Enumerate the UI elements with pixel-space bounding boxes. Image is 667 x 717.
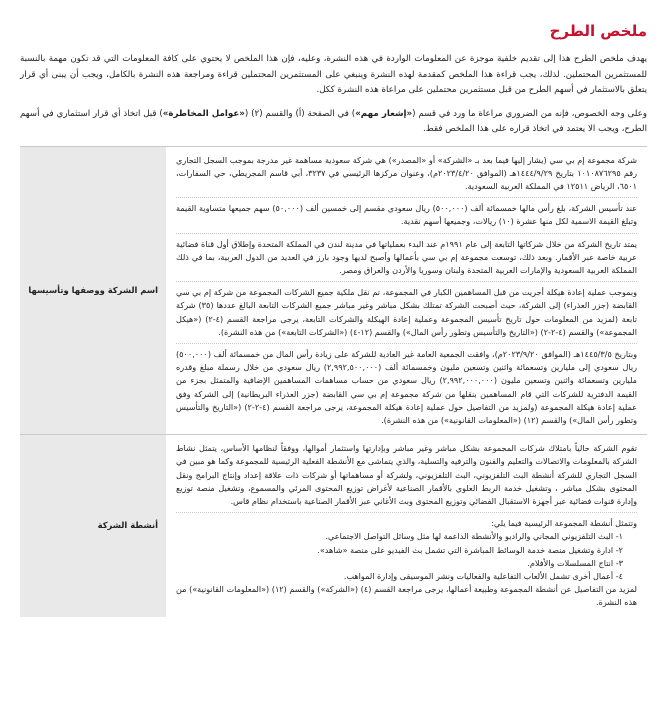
activities-lead: تقوم الشركة حالياً بامتلاك شركات المجموعة بشكل مباشر وغير مباشر وبإدارتها واستثمار أموالها، ووفقاً لنظامها الأساس، يتمثل نشاط الشركة بالمعلومات والاتصالات والتعليم والفنون والترفيه والتسلية، والذي يتماشى مع الأنشطة الفعلية الرئيسية للمجموعة وكما هو مبين في السجل التجاري للشركة أنشطة البث التلفزيوني، البث التلفزيوني، ولشركة أو مساهماتها أو شركات ذات علاقة إعداد وإنتاج البرامج ونقل المحتوى بشكل مباشر ، وتشغيل خدمة الربط العلوي بالأقمار الصناعية لأغراض توزيع المحتوى المرئي والمسموع، وتشغيل منصة توزيع وإدارة قنوات فضائية عبر أجهزة الاستقبال الفضائي وتوزيع المحتوى وبث الأغاني عبر الأقمار الصناعية باستخدام نظام قاس.	[176, 438, 637, 513]
activities-closing: لمزيد من التفاصيل عن أنشطة المجموعة وطبيعة أعمالها، يرجى مراجعة القسم (٤) («الشركة») والقسم (١٢) («المعلومات القانونية») من هذه النشرة.	[176, 584, 637, 608]
list-item: ١- البث التلفزيوني المجاني والراديو والأنشطة الداعمة لها مثل وسائل التواصل الاجتماعي.	[325, 531, 623, 542]
activities-intro: وتتمثل أنشطة المجموعة الرئيسية فيما يلي:	[491, 518, 637, 529]
risk-factors-ref: «عوامل المخاطرة»	[162, 108, 245, 119]
list-item: ٢- ادارة وتشغيل منصة خدمة الوسائط المباشرة التي تشمل بث الفيديو على منصة «شاهد».	[317, 544, 623, 555]
row-label-company: اسم الشركة ووصفها وتأسيسها	[20, 146, 166, 435]
company-paragraph: وبموجب عملية إعادة هيكلة أجريت من قبل المساهمين الكبار في المجموعة، تم نقل ملكية جميع الشركات المجموعة من شركة إم بي سي القابضة (جزر العذراء) إلى الشركة، حيث أصبحت الشركة تمتلك بشكل مباشر وغير مباشر جميع الشركات التابعة البالغ عددها (٣٥) شركة تابعة (لمزيد من المعلومات حول تاريخ تأسيس المجموعة وعملية إعادة الهيكلة والشركات التابعة، يرجى مراجعة القسم (٤-٢) («هيكل المجموعة») والقسم (٤-٢-٢) («التاريخ والتأسيس وتطور رأس المال») والقسم (١٢-٤) («الشركات التابعة») من هذه النشرة).	[176, 282, 637, 344]
intro-text: وعلى وجه الخصوص، فإنه من الضروري مراعاة ما ورد في قسم (	[412, 108, 648, 119]
summary-table	[20, 146, 647, 617]
intro-text: ) في الصفحة (أ) والقسم (٢) (	[244, 108, 356, 119]
company-paragraph: عند تأسيس الشركة، بلغ رأس مالها خمسمائة ألف (٥٠٠,٠٠٠) ريال سعودي مقسم إلى خمسين ألف (٥٠,٠٠٠) سهم جميعها متساوية القيمة وتبلغ القيمة الاسمية لكل منها عشرة (١٠) ريالات، وجميعها أسهم نقدية.	[176, 198, 637, 233]
table-row	[20, 146, 647, 435]
company-paragraph: شركة مجموعة إم بي سي (يشار إليها فيما بعد بـ «الشركة» أو «المصدر») هي شركة سعودية مساهمة غير مدرجة بموجب السجل التجاري رقم ١٠١٠٨٧٦٢٩٥ بتاريخ ١٤٤٤/٩/٢٩هـ (الموافق ٢٠٢٣/٤/٢٠م)، وعنوان مركزها الرئيسي في ٣٢٣٧، أبي قاسم المجريطي، حي السفارات، ٦٥٠١، الرياض ١٢٥١١ في المملكة العربية السعودية.	[176, 150, 637, 199]
activities-list	[176, 530, 637, 583]
activities-list-block	[176, 513, 637, 613]
table-row	[20, 435, 647, 617]
list-item: ٤- أعمال أخرى تشمل الألعاب التفاعلية والفعاليات ونشر الموسيقى وإدارة المواهب.	[343, 570, 623, 581]
company-activities-cell	[166, 435, 647, 617]
company-paragraph: وبتاريخ ١٤٤٥/٣/٥هـ (الموافق ٢٠٢٣/٩/٢٠م)، وافقت الجمعية العامة غير العادية للشركة على زيادة رأس المال من خمسمائة ألف (٥٠٠,٠٠٠) ريال سعودي إلى مليارين وتسعمائة واثنين وتسعين مليون وخمسمائة ألف (٢,٩٩٢,٥٠٠,٠٠٠) ريال سعودي من خلال رسملة مبلغ وقدره مليارين وتسعمائة واثنين وتسعين مليون (٢,٩٩٢,٠٠٠,٠٠٠) ريال سعودي من حساب مساهمات المساهمين الإضافية والمتمثل بجزء من القيمة الدفترية للشركات التي قام المساهمين بنقلها من شركة مجموعة إم بي سي القابضة (جزر العذراء البريطانية) إلى الشركة وفق عملية إعادة هيكلة المجموعة (ولمزيد من التفاصيل حول عملية إعادة هيكلة المجموعة، يرجى مراجعة القسم (٤-٢-٢) («التاريخ والتأسيس وتطور رأس المال») والقسم (١٢) («المعلومات القانونية») من هذه النشرة).	[176, 348, 638, 425]
page-title: ملخص الطرح	[549, 22, 647, 40]
list-item: ٣- انتاج المسلسلات والأفلام.	[527, 557, 623, 568]
intro-paragraph-2	[20, 107, 647, 138]
company-paragraph: يمتد تاريخ الشركة من خلال شركاتها التابعة إلى عام ١٩٩١م عند البدء بعملياتها في مدينة لندن في المملكة المتحدة وإطلاق أول قناة فضائية عربية خاصة عبر الأقمار. وبعد ذلك، توسعت مجموعة إم بي سي بأعمالها وأصبح لديها وجود بارز في العديد من الدول العربية، بما في ذلك المملكة العربية السعودية والإمارات العربية المتحدة ولبنان وسوريا والأردن والعراق ومصر.	[176, 234, 637, 283]
company-description-cell	[166, 146, 647, 435]
row-label-activities: أنشطة الشركة	[20, 435, 166, 617]
important-notice-ref: «إشعار مهم»	[355, 108, 413, 119]
intro-paragraph-1: يهدف ملخص الطرح هذا إلى تقديم خلفية موجزة عن المعلومات الواردة في هذه النشرة، وعليه، فإن هذا الملخص لا يحتوي على كافة المعلومات التي قد تكون مهمة بالنسبة للمستثمرين المحتملين. لذلك، يجب قراءة هذا الملخص كمقدمة لهذه النشرة وينبغي على المستثمرين المحتملين قراءة ومراجعة هذه النشرة بالكامل، ويجب أن يبنى أي قرار يتعلق بالاستثمار في أسهم الطرح من قبل مستثمرين محتملين على مراعاة هذه النشرة ككل.	[20, 54, 647, 95]
intro-text: ) قبل اتخاذ أي قرار استثماري في أسهم الطرح، ويجب الا يعتمد في اتخاذ قراره على هذا الملخص فقط.	[20, 108, 647, 134]
